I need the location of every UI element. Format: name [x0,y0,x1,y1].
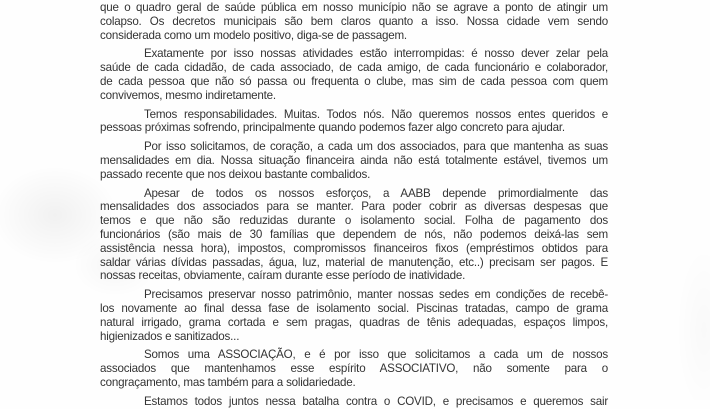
text-line: assistência nessa hora), impostos, compromissos financeiros fixos (empréstimos obtidos para [100,241,608,255]
text-line: Temos responsabilidades. Muitas. Todos nós. Não queremos nossos entes queridos e [144,107,608,121]
paragraph-5 [100,187,608,284]
document-body [100,1,608,409]
paragraph-6 [100,288,608,343]
text-line: Por isso solicitamos, de coração, a cada um dos associados, para que mantenha as suas [144,140,608,154]
paragraph-7 [100,348,608,389]
text-line: congraçamento, mas também para a solidariedade. [100,375,356,389]
text-line: higienizados e sanitizados... [100,329,240,343]
text-line: nossas receitas, obviamente, caíram durante esse período de inatividade. [100,269,466,283]
text-line: Precisamos preservar nosso patrimônio, manter nossas sedes em condições de recebê- [144,288,608,302]
text-line: Somos uma ASSOCIAÇÃO, e é por isso que solicitamos a cada um de nossos [144,348,608,362]
text-line: funcionários (são mais de 30 famílias que dependem de nós, não podemos deixá-las sem [100,227,608,241]
text-line: saldar várias dívidas passadas, água, luz, material de manutenção, etc..) precisam ser pagos. E [100,255,608,269]
text-line: colapso. Os decretos municipais são bem claros quanto a isso. Nossa cidade vem sendo [100,14,608,28]
text-line: los novamente ao final dessa fase de isolamento social. Piscinas tratadas, campo de grama [100,301,608,315]
paragraph-2 [100,47,608,102]
text-line: saúde de cada cidadão, de cada associado, de cada amigo, de cada funcionário e colaborador, [100,61,608,75]
text-line: de cada pessoa que não só passa ou frequenta o clube, mas sim de cada pessoa com quem [100,74,608,88]
text-line: passado recente que nos deixou bastante combalidos. [100,167,371,181]
paragraph-1 [100,1,608,42]
paragraph-4 [100,140,608,181]
text-line: natural irrigado, grama cortada e sem pragas, quadras de tênis adequadas, espaços limpos, [100,315,608,329]
paragraph-3 [100,108,608,136]
text-line: convivemos, mesmo indiretamente. [100,88,276,102]
text-line: que o quadro geral de saúde pública em nosso município não se agrave a ponto de atingir um [100,1,608,14]
text-line: Estamos todos juntos nessa batalha contra o COVID, e precisamos e queremos sair [144,394,608,408]
text-line: associados que mantenhamos esse espírito ASSOCIATIVO, não somente para o [100,362,608,376]
text-line: temos e que não são reduzidas durante o isolamento social. Folha de pagamento dos [100,214,608,228]
text-line: Apesar de todos os nossos esforços, a AABB depende primordialmente das [144,186,608,200]
text-line: pessoas próximas sofrendo, principalmente quando podemos fazer algo concreto para ajudar. [100,121,565,135]
paragraph-8 [100,395,608,409]
text-line: considerada como um modelo positivo, diga-se de passagem. [100,28,407,42]
text-line: Exatamente por isso nossas atividades estão interrompidas: é nosso dever zelar pela [144,47,608,61]
text-line: mensalidades em dia. Nossa situação financeira ainda não está totalmente estável, tivemos um [100,153,608,167]
text-line: mensalidades dos associados para se manter. Para poder cobrir as diversas despesas que [100,200,608,214]
